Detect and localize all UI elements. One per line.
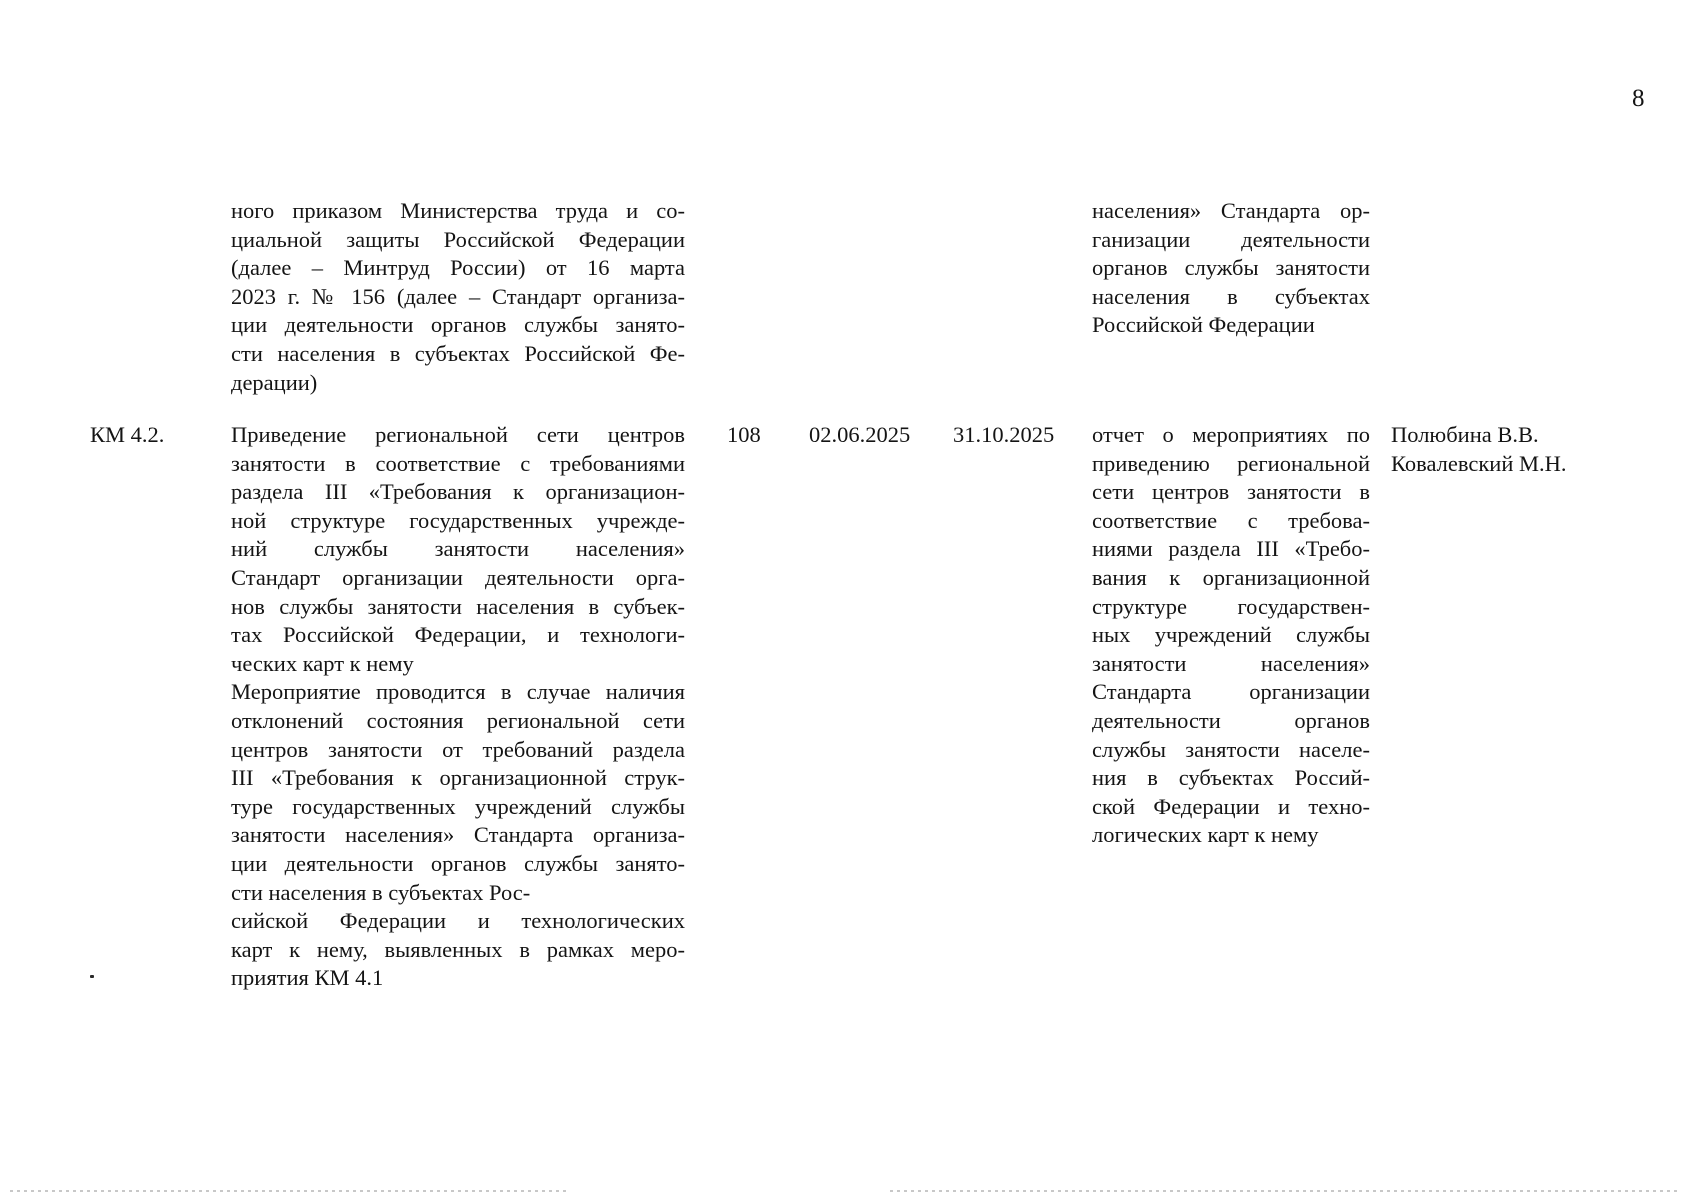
text-line: карт к нему, выявленных в рамках меро-	[231, 936, 685, 962]
text-line: службы занятости населе-	[1092, 736, 1370, 762]
text-line: ганизации деятельности	[1092, 226, 1370, 252]
event-name-cell	[231, 197, 685, 397]
text-line: раздела III «Требования к организацион-	[231, 479, 685, 505]
scan-speck	[90, 975, 94, 978]
page-number: 8	[1632, 85, 1645, 112]
code-cell	[90, 421, 190, 450]
text-line: структуре государствен-	[1092, 593, 1370, 619]
event-number: 108	[727, 422, 761, 447]
text-line: ного приказом Министерства труда и со-	[231, 198, 685, 223]
result-cell	[1092, 197, 1370, 340]
text-line: отчет о мероприятиях по	[1092, 422, 1370, 447]
responsible-cell	[1391, 421, 1591, 478]
text-line: деятельности органов	[1092, 707, 1370, 733]
text-line: занятости населения»	[1092, 650, 1370, 676]
event-code: КМ 4.2.	[90, 422, 165, 447]
text-line: населения в субъектах	[1092, 283, 1370, 309]
text-line: ческих карт к нему	[231, 650, 414, 676]
responsible-person: Ковалевский М.Н.	[1391, 450, 1567, 476]
text-line: тах Российской Федерации, и технологи-	[231, 622, 685, 648]
text-line: логических карт к нему	[1092, 822, 1319, 848]
text-line: дерации)	[231, 369, 318, 395]
responsible-person: Полюбина В.В.	[1391, 422, 1539, 447]
number-cell	[727, 421, 787, 450]
text-line: 2023 г. № 156 (далее – Стандарт организа-	[231, 283, 685, 309]
text-line: сети центров занятости в	[1092, 479, 1370, 505]
text-line: ции деятельности органов службы занято-	[231, 850, 685, 876]
text-line: ний службы занятости населения»	[231, 536, 685, 562]
text-line: занятости в соответствие с требованиями	[231, 450, 685, 476]
text-line: Стандарта организации	[1092, 679, 1370, 705]
scan-edge-artifact	[10, 1190, 570, 1192]
text-line: вания к организационной	[1092, 564, 1370, 590]
end-date: 31.10.2025	[953, 422, 1055, 447]
text-line: органов службы занятости	[1092, 255, 1370, 281]
start-date-cell	[809, 421, 934, 450]
text-line: (далее – Минтруд России) от 16 марта	[231, 255, 685, 281]
result-cell	[1092, 421, 1370, 850]
text-line: ской Федерации и техно-	[1092, 793, 1370, 819]
text-line: приведению региональной	[1092, 450, 1370, 476]
event-name-cell	[231, 421, 685, 993]
text-line: Мероприятие проводится в случае наличия	[231, 679, 685, 705]
text-line: отклонений состояния региональной сети	[231, 707, 685, 733]
text-line: ния в субъектах Россий-	[1092, 765, 1370, 791]
text-line: нов службы занятости населения в субъек-	[231, 593, 685, 619]
text-line: центров занятости от требований раздела	[231, 736, 685, 762]
text-line: Стандарт организации деятельности орга-	[231, 564, 685, 590]
text-line: циальной защиты Российской Федерации	[231, 226, 685, 252]
text-line: III «Требования к организационной струк-	[231, 765, 685, 791]
text-line: Приведение региональной сети центров	[231, 422, 685, 447]
text-line: ных учреждений службы	[1092, 622, 1370, 648]
scan-edge-artifact	[890, 1190, 1680, 1192]
text-line: приятия КМ 4.1	[231, 965, 384, 991]
text-line: ной структуре государственных учрежде-	[231, 507, 685, 533]
end-date-cell	[953, 421, 1078, 450]
text-line: сти населения в субъектах Рос-	[231, 879, 531, 905]
text-line: сти населения в субъектах Российской Фе-	[231, 340, 685, 366]
text-line: соответствие с требова-	[1092, 507, 1370, 533]
text-line: Российской Федерации	[1092, 312, 1315, 338]
text-line: туре государственных учреждений службы	[231, 793, 685, 819]
text-line: ниями раздела III «Требо-	[1092, 536, 1370, 562]
text-line: населения» Стандарта ор-	[1092, 198, 1370, 223]
text-line: ции деятельности органов службы занято-	[231, 312, 685, 338]
text-line: сийской Федерации и технологических	[231, 908, 685, 934]
start-date: 02.06.2025	[809, 422, 911, 447]
text-line: занятости населения» Стандарта организа-	[231, 822, 685, 848]
